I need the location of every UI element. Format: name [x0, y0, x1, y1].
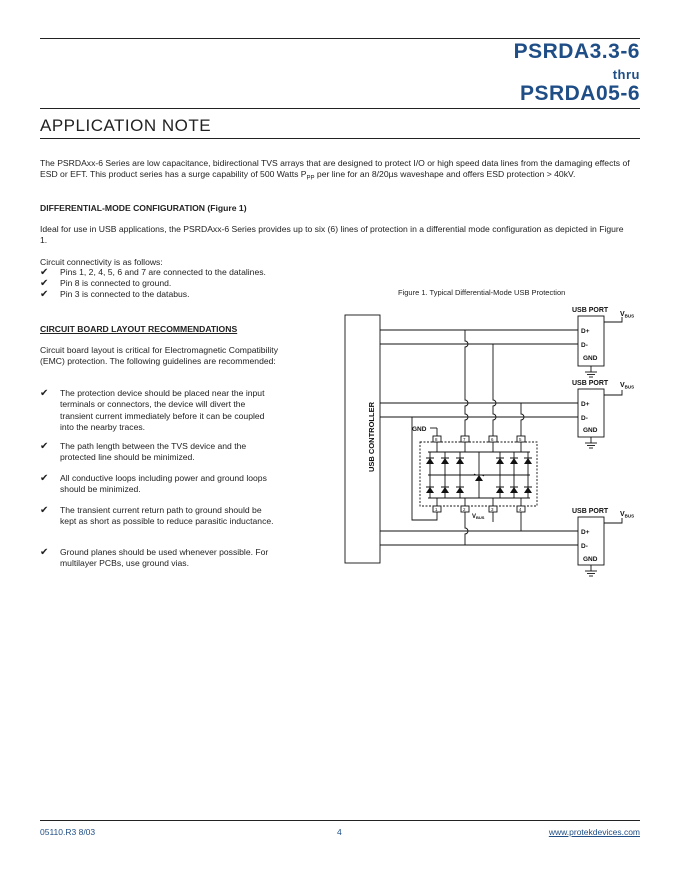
layout-intro: Circuit board layout is critical for Electromagnetic Compatibility (EMC) protection. The following guidelines are recommended: [40, 345, 278, 367]
check-icon: ✔ [40, 388, 49, 399]
footer-page-number: 4 [337, 827, 342, 837]
figure-caption: Figure 1. Typical Differential-Mode USB Protection [398, 288, 566, 297]
intro-text-b: per line for an 8/20µs waveshape and offers ESD protection > 40kV. [314, 169, 576, 180]
check-icon: ✔ [40, 289, 49, 300]
diff-mode-heading: DIFFERENTIAL-MODE CONFIGURATION (Figure 1) [40, 203, 247, 213]
connectivity-item-text: Pin 3 is connected to the databus. [60, 289, 190, 299]
pin-label: 7 [463, 437, 466, 442]
layout-item-text: Ground planes should be used whenever possible. For multilayer PCBs, use ground vias. [60, 547, 269, 569]
usb-port-3 [572, 508, 634, 576]
gnd-label: GND [583, 556, 598, 563]
vbus-v: V [620, 311, 625, 318]
layout-item-text: The transient current return path to ground should be kept as short as possible to reduce parasitic inductance. [60, 505, 274, 527]
check-icon: ✔ [40, 278, 49, 289]
ic-gnd-label: GND [412, 426, 427, 433]
usb-port-label: USB PORT [572, 380, 609, 387]
vbus-label [620, 511, 634, 519]
layout-item-text: All conductive loops including power and ground loops should be minimized. [60, 473, 267, 495]
vbus-label [620, 382, 634, 390]
intro-sub: PP [306, 176, 315, 183]
dminus-label: D- [581, 543, 588, 550]
vbus-v: V [620, 382, 625, 389]
footer-url[interactable]: www.protekdevices.com [548, 827, 640, 837]
pin-label: 5 [519, 437, 522, 442]
pin-label: 8 [435, 437, 438, 442]
check-icon: ✔ [40, 505, 49, 516]
footer-rule [40, 820, 640, 821]
check-icon: ✔ [40, 547, 49, 558]
vbus-sub: BUS [624, 313, 635, 319]
vbus-pin-label [472, 514, 485, 520]
check-icon: ✔ [40, 441, 49, 452]
pin-label: 1 [435, 507, 438, 512]
connectivity-item-text: Pin 8 is connected to ground. [60, 278, 172, 288]
footer-doc-number: 05110.R3 8/03 [40, 827, 96, 837]
usb-port-2 [572, 380, 634, 448]
gnd-label: GND [583, 355, 598, 362]
layout-heading: CIRCUIT BOARD LAYOUT RECOMMENDATIONS [40, 324, 238, 334]
dminus-label: D- [581, 342, 588, 349]
pin-label: 3 [491, 507, 494, 512]
gnd-label: GND [583, 427, 598, 434]
intro-text-a: The PSRDAxx-6 Series are low capacitance, bidirectional TVS arrays that are designed to protect I/O or high speed data lines from the damaging effects of ESD or EFT. This product series has a surge capability of 500 Watts P [40, 158, 630, 180]
layout-item-text: The protection device should be placed near the input terminals or connectors, the device will divert the transient current immediately before it can be coupled into the nearby traces. [60, 388, 265, 432]
pin-label: 2 [463, 507, 466, 512]
usb-port-1 [572, 307, 634, 377]
part-number-top: PSRDA3.3-6 [513, 40, 640, 63]
dplus-label: D+ [581, 529, 590, 536]
part-number-bottom: PSRDA05-6 [519, 82, 640, 105]
dplus-label: D+ [581, 401, 590, 408]
dminus-label: D- [581, 415, 588, 422]
pin-label: 6 [491, 437, 494, 442]
data-lines [380, 330, 578, 545]
connectivity-intro: Circuit connectivity is as follows: [40, 257, 163, 267]
usb-port-label: USB PORT [572, 508, 609, 515]
connectivity-item-text: Pins 1, 2, 4, 5, 6 and 7 are connected to the datalines. [60, 267, 266, 277]
vbus-sub: BUS [476, 515, 485, 521]
vbus-v: V [472, 514, 477, 520]
layout-item-text: The path length between the TVS device and the protected line should be minimized. [60, 441, 247, 463]
vbus-sub: BUS [624, 384, 635, 390]
dplus-label: D+ [581, 328, 590, 335]
part-number-thru: thru [612, 67, 640, 82]
usb-port-label: USB PORT [572, 307, 609, 314]
check-icon: ✔ [40, 267, 49, 278]
page-title: APPLICATION NOTE [40, 116, 212, 135]
usb-controller-label: USB CONTROLLER [367, 402, 376, 472]
tvs-array-ic [420, 436, 537, 520]
vbus-sub: BUS [624, 513, 635, 519]
vbus-v: V [620, 511, 625, 518]
check-icon: ✔ [40, 473, 49, 484]
pin-label: 4 [519, 507, 522, 512]
diff-mode-paragraph: Ideal for use in USB applications, the PSRDAxx-6 Series provides up to six (6) lines of protection in a differential mode configuration as depicted in Figure 1. [40, 224, 624, 246]
